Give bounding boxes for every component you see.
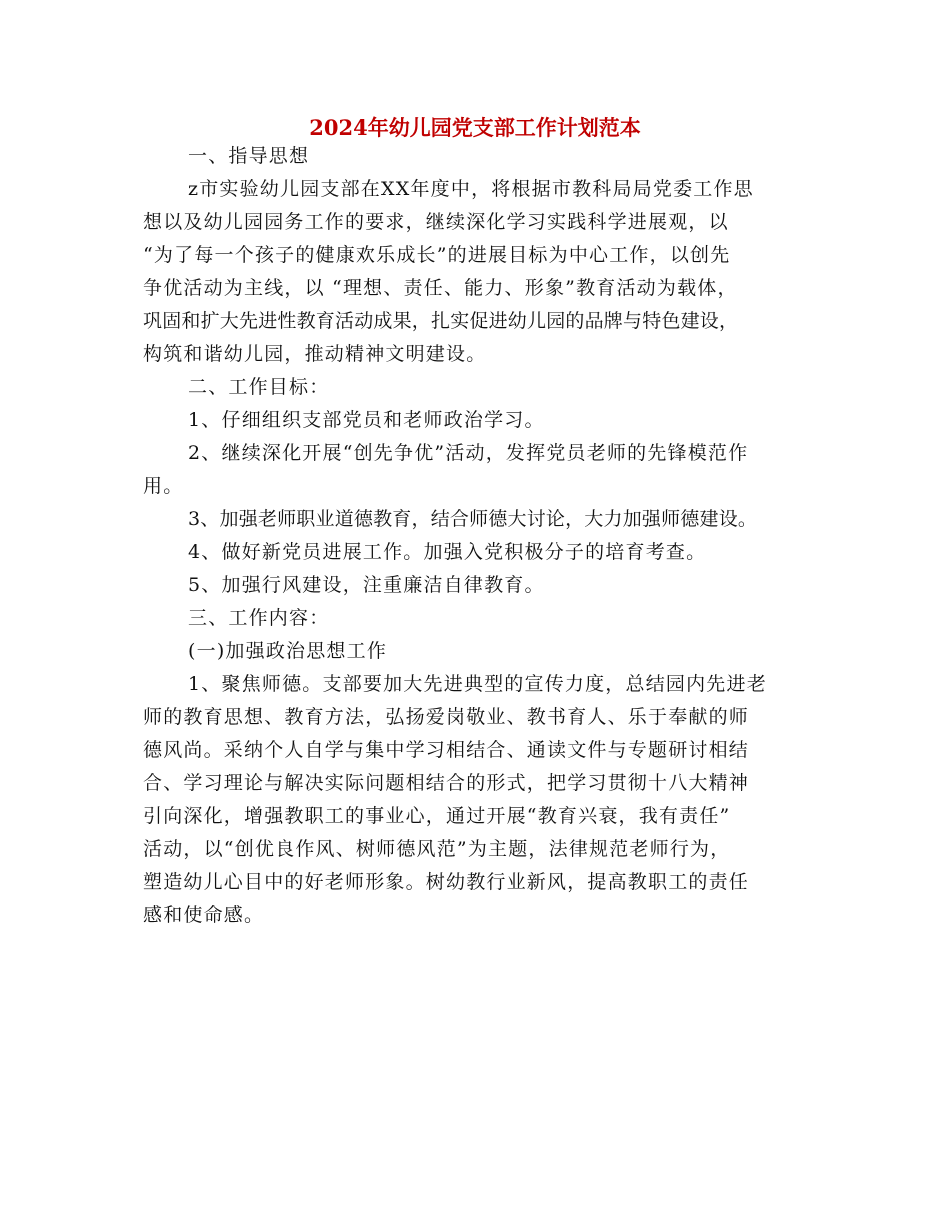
paragraph-line: 塑造幼儿心目中的好老师形象。树幼教行业新风，提高教职工的责任: [143, 871, 750, 893]
paragraph-line: 想以及幼儿园园务工作的要求，继续深化学习实践科学进展观，以: [143, 211, 729, 233]
paragraph-line: z市实验幼儿园支部在XX年度中，将根据市教科局局党委工作思: [188, 178, 754, 200]
document-body: [143, 140, 823, 932]
paragraph-line: “为了每一个孩子的健康欢乐成长”的进展目标为中心工作，以创先: [143, 244, 731, 266]
list-item: 5、加强行风建设，注重廉洁自律教育。: [188, 574, 545, 596]
paragraph-line: 1、聚焦师德。支部要加大先进典型的宣传力度，总结园内先进老: [188, 673, 767, 695]
paragraph-line: 师的教育思想、教育方法，弘扬爱岗敬业、教书育人、乐于奉献的师: [143, 706, 750, 728]
section-heading-work-goals: 二、工作目标：: [188, 376, 330, 398]
section-heading-work-content: 三、工作内容：: [188, 607, 330, 629]
paragraph-line: 争优活动为主线，以 “理想、责任、能力、形象”教育活动为载体，: [143, 277, 738, 299]
paragraph-line: 合、学习理论与解决实际问题相结合的形式，把学习贯彻十八大精神: [143, 772, 750, 794]
paragraph-line: 巩固和扩大先进性教育活动成果，扎实促进幼儿园的品牌与特色建设，: [143, 310, 739, 332]
list-item: 1、仔细组织支部党员和老师政治学习。: [188, 409, 545, 431]
paragraph-line: 感和使命感。: [143, 904, 265, 926]
list-item: 4、做好新党员进展工作。加强入党积极分子的培育考查。: [188, 541, 707, 563]
section-heading-guiding-thought: 一、指导思想: [188, 145, 310, 167]
paragraph-line: 构筑和谐幼儿园，推动精神文明建设。: [143, 343, 487, 365]
paragraph-line: 引向深化，增强教职工的事业心，通过开展“教育兴衰，我有责任”: [143, 805, 731, 827]
list-item: 2、继续深化开展“创先争优”活动，发挥党员老师的先锋模范作: [188, 442, 749, 464]
list-item: 3、加强老师职业道德教育，结合师德大讨论，大力加强师德建设。: [188, 508, 758, 530]
list-item-continuation: 用。: [143, 475, 184, 497]
subsection-heading: (一)加强政治思想工作: [188, 640, 388, 662]
paragraph-line: 德风尚。采纳个人自学与集中学习相结合、通读文件与专题研讨相结: [143, 739, 750, 761]
paragraph-line: 活动，以“创优良作风、树师德风范”为主题，法律规范老师行为，: [143, 838, 731, 860]
document-title: 2024年幼儿园党支部工作计划范本: [309, 115, 641, 140]
